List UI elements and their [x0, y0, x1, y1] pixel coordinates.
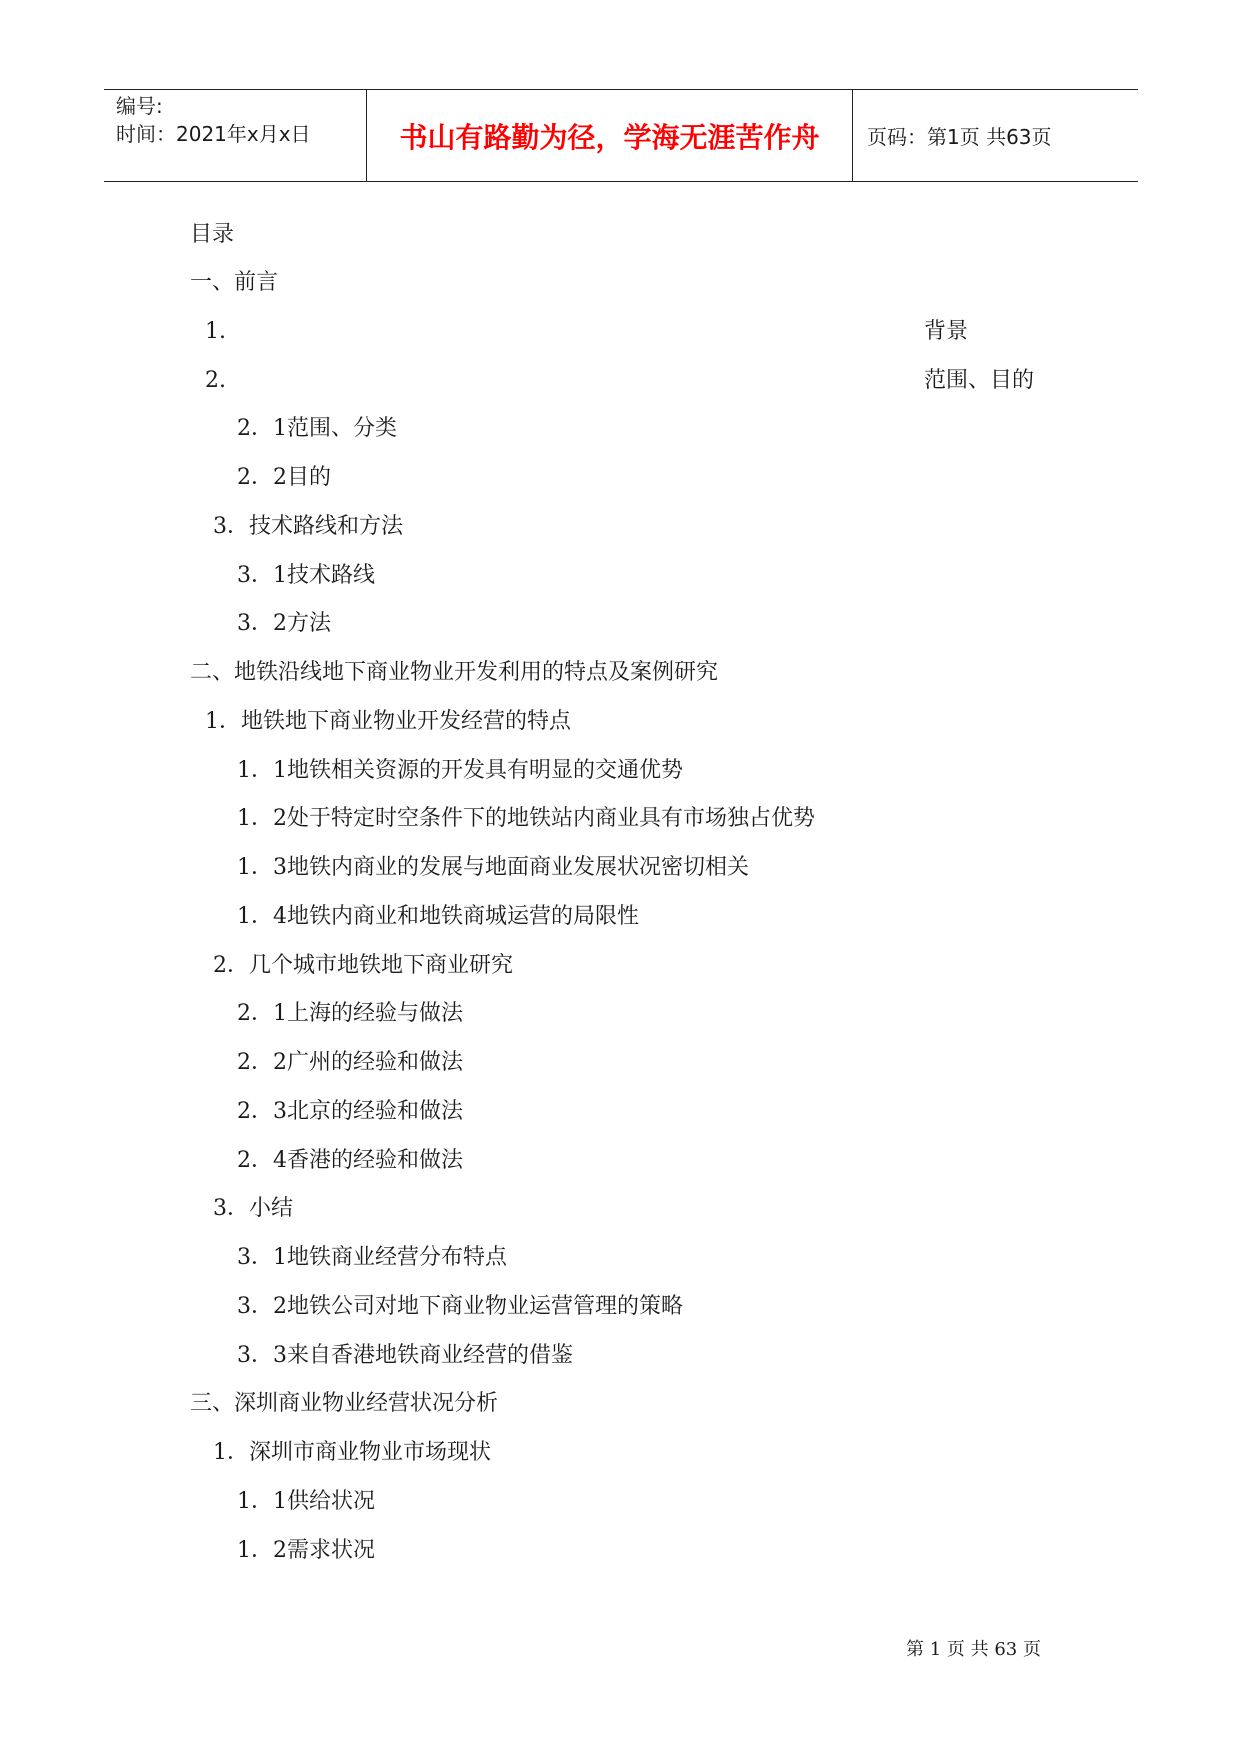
toc-subitem: 1．4地铁内商业和地铁商城运营的局限性: [237, 904, 639, 929]
toc-subitem: 2．1上海的经验与做法: [237, 1001, 463, 1026]
toc-section-3: 三、深圳商业物业经营状况分析: [190, 1391, 499, 1416]
page-info: 页码：第1页 共63页: [867, 125, 1052, 149]
toc-item: 1．深圳市商业物业市场现状: [213, 1440, 491, 1465]
toc-item: 3．小结: [213, 1196, 293, 1221]
toc-subitem: 2．2广州的经验和做法: [237, 1050, 463, 1075]
toc-subitem: 3．1技术路线: [237, 563, 375, 588]
toc-section-2: 二、地铁沿线地下商业物业开发利用的特点及案例研究: [190, 660, 719, 685]
toc-subitem: 2．3北京的经验和做法: [237, 1099, 463, 1124]
toc-subitem: 1．3地铁内商业的发展与地面商业发展状况密切相关: [237, 855, 749, 880]
toc-subitem: 1．2处于特定时空条件下的地铁站内商业具有市场独占优势: [237, 806, 815, 831]
number-label: 编号:: [116, 94, 163, 118]
toc-item-label: 范围、目的: [924, 368, 1035, 393]
toc-subitem: 3．2地铁公司对地下商业物业运营管理的策略: [237, 1294, 683, 1319]
toc-item: 3．技术路线和方法: [213, 514, 403, 539]
toc-subitem: 2．4香港的经验和做法: [237, 1148, 463, 1173]
toc-item: 2.: [205, 368, 226, 393]
time-label: 时间：2021年x月x日: [116, 122, 311, 146]
toc-item: 1．地铁地下商业物业开发经营的特点: [205, 709, 571, 734]
toc-subitem: 1．2需求状况: [237, 1538, 375, 1563]
toc-subitem: 2．1范围、分类: [237, 416, 397, 441]
toc-subitem: 3．2方法: [237, 611, 331, 636]
motto-text: 书山有路勤为径，学海无涯苦作舟: [399, 120, 820, 154]
toc-title: 目录: [190, 222, 235, 247]
toc-subitem: 3．1地铁商业经营分布特点: [237, 1245, 507, 1270]
toc-item: 2．几个城市地铁地下商业研究: [213, 953, 513, 978]
toc-subitem: 1．1供给状况: [237, 1489, 375, 1514]
toc-subitem: 2．2目的: [237, 465, 331, 490]
toc-subitem: 1．1地铁相关资源的开发具有明显的交通优势: [237, 758, 683, 783]
footer-page-number: 第 1 页 共 63 页: [906, 1639, 1041, 1660]
toc-item: 1.: [205, 319, 226, 344]
page-footer: [906, 1637, 1041, 1663]
toc-section-1: 一、前言: [190, 270, 279, 295]
toc-item-label: 背景: [924, 319, 969, 344]
toc-subitem: 3．3来自香港地铁商业经营的借鉴: [237, 1343, 573, 1368]
